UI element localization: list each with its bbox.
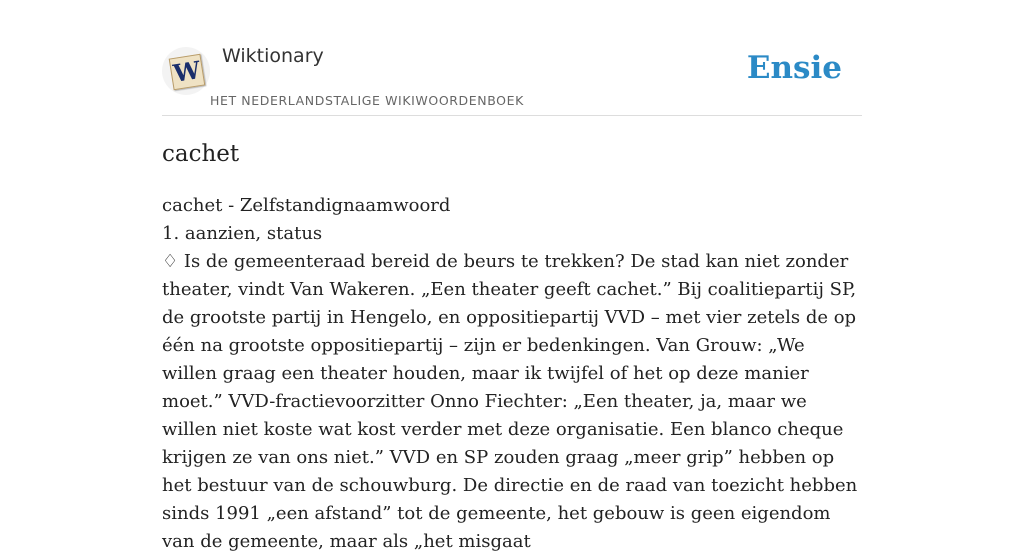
ensie-logo[interactable]: Ensie bbox=[746, 50, 842, 86]
logo-tile-icon: W bbox=[169, 54, 206, 91]
site-tagline: HET NEDERLANDSTALIGE WIKIWOORDENBOEK bbox=[210, 93, 524, 108]
site-name[interactable]: Wiktionary bbox=[222, 45, 324, 67]
entry-content bbox=[162, 192, 862, 556]
header-divider bbox=[162, 115, 862, 116]
word-type-line: cachet - Zelfstandignaamwoord bbox=[162, 195, 451, 216]
page-container bbox=[162, 0, 862, 552]
example-text: ♢ Is de gemeenteraad bereid de beurs te trekken? De stad kan niet zonder theater, vindt Van Wakeren. „Een theater geeft cachet.” Bij coalitiepartij SP, de grootste partij in Hengelo, en oppositiepartij VVD – met vier zetels de op één na grootste oppositiepartij – zijn er bedenkingen. Van Grouw: „We willen graag een theater houden, maar ik twijfel of het op deze manier moet.” VVD-fractievoorzitter Onno Fiechter: „Een theater, ja, maar we willen niet koste wat kost verder met deze organisatie. Een blanco cheque krijgen ze van ons niet.” VVD en SP zouden graag „meer grip” hebben op het bestuur van de schouwburg. De directie en de raad van toezicht hebben sinds 1991 „een afstand” tot de gemeente, het gebouw is geen eigendom van de gemeente, maar als „het misgaat bbox=[162, 251, 858, 552]
definition: 1. aanzien, status bbox=[162, 223, 323, 244]
wiktionary-logo[interactable] bbox=[162, 47, 210, 95]
page-title: cachet bbox=[162, 141, 240, 167]
